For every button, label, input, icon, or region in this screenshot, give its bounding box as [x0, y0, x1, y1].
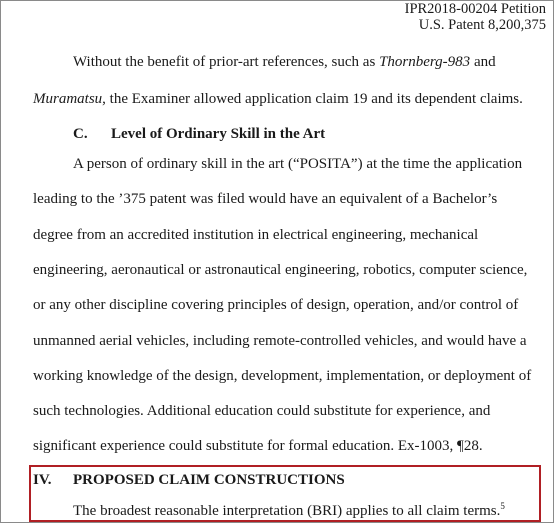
- paragraph-line: significant experience could substitute for formal education. Ex-1003, ¶28.: [33, 438, 483, 454]
- petition-number: IPR2018-00204 Petition: [404, 1, 546, 17]
- intro-text-3: , the Examiner allowed application claim 19 and its dependent claims.: [102, 91, 523, 107]
- section-iv-body: The broadest reasonable interpretation (BRI) applies to all claim terms.: [73, 503, 501, 519]
- paragraph-line: such technologies. Additional education could substitute for experience, and: [33, 403, 491, 419]
- patent-number: U.S. Patent 8,200,375: [418, 17, 546, 33]
- paragraph-line: unmanned aerial vehicles, including remote-controlled vehicles, and would have a: [33, 333, 527, 349]
- section-iv-title: PROPOSED CLAIM CONSTRUCTIONS: [73, 472, 345, 488]
- section-c-title: Level of Ordinary Skill in the Art: [111, 126, 326, 142]
- reference-muramatsu: Muramatsu: [33, 91, 103, 107]
- paragraph-line: working knowledge of the design, development, implementation, or deployment of: [33, 368, 532, 384]
- intro-text-1: Without the benefit of prior-art references, such as: [73, 54, 380, 70]
- section-c-heading: [73, 125, 325, 143]
- reference-thornberg: Thornberg-983: [379, 54, 471, 70]
- section-c-label: C.: [73, 126, 88, 142]
- paragraph-line: degree from an accredited institution in electrical engineering, mechanical: [33, 227, 479, 243]
- section-iv-heading: [33, 471, 345, 489]
- paragraph-line: engineering, aeronautical or astronautical engineering, robotics, computer science,: [33, 262, 528, 278]
- paragraph-line: leading to the ’375 patent was filed would have an equivalent of a Bachelor’s: [33, 191, 498, 207]
- paragraph-line: A person of ordinary skill in the art (“POSITA”) at the time the application: [73, 156, 523, 172]
- intro-text-2: and: [470, 54, 496, 70]
- intro-line-1: [73, 53, 496, 71]
- page-header: [405, 1, 546, 33]
- footnote-marker[interactable]: 5: [500, 501, 505, 511]
- section-iv-body-line: [73, 502, 505, 520]
- paragraph-line: or any other discipline covering principles of design, operation, and/or control of: [33, 297, 519, 313]
- section-iv-label: IV.: [33, 472, 52, 488]
- intro-line-2: [33, 90, 523, 108]
